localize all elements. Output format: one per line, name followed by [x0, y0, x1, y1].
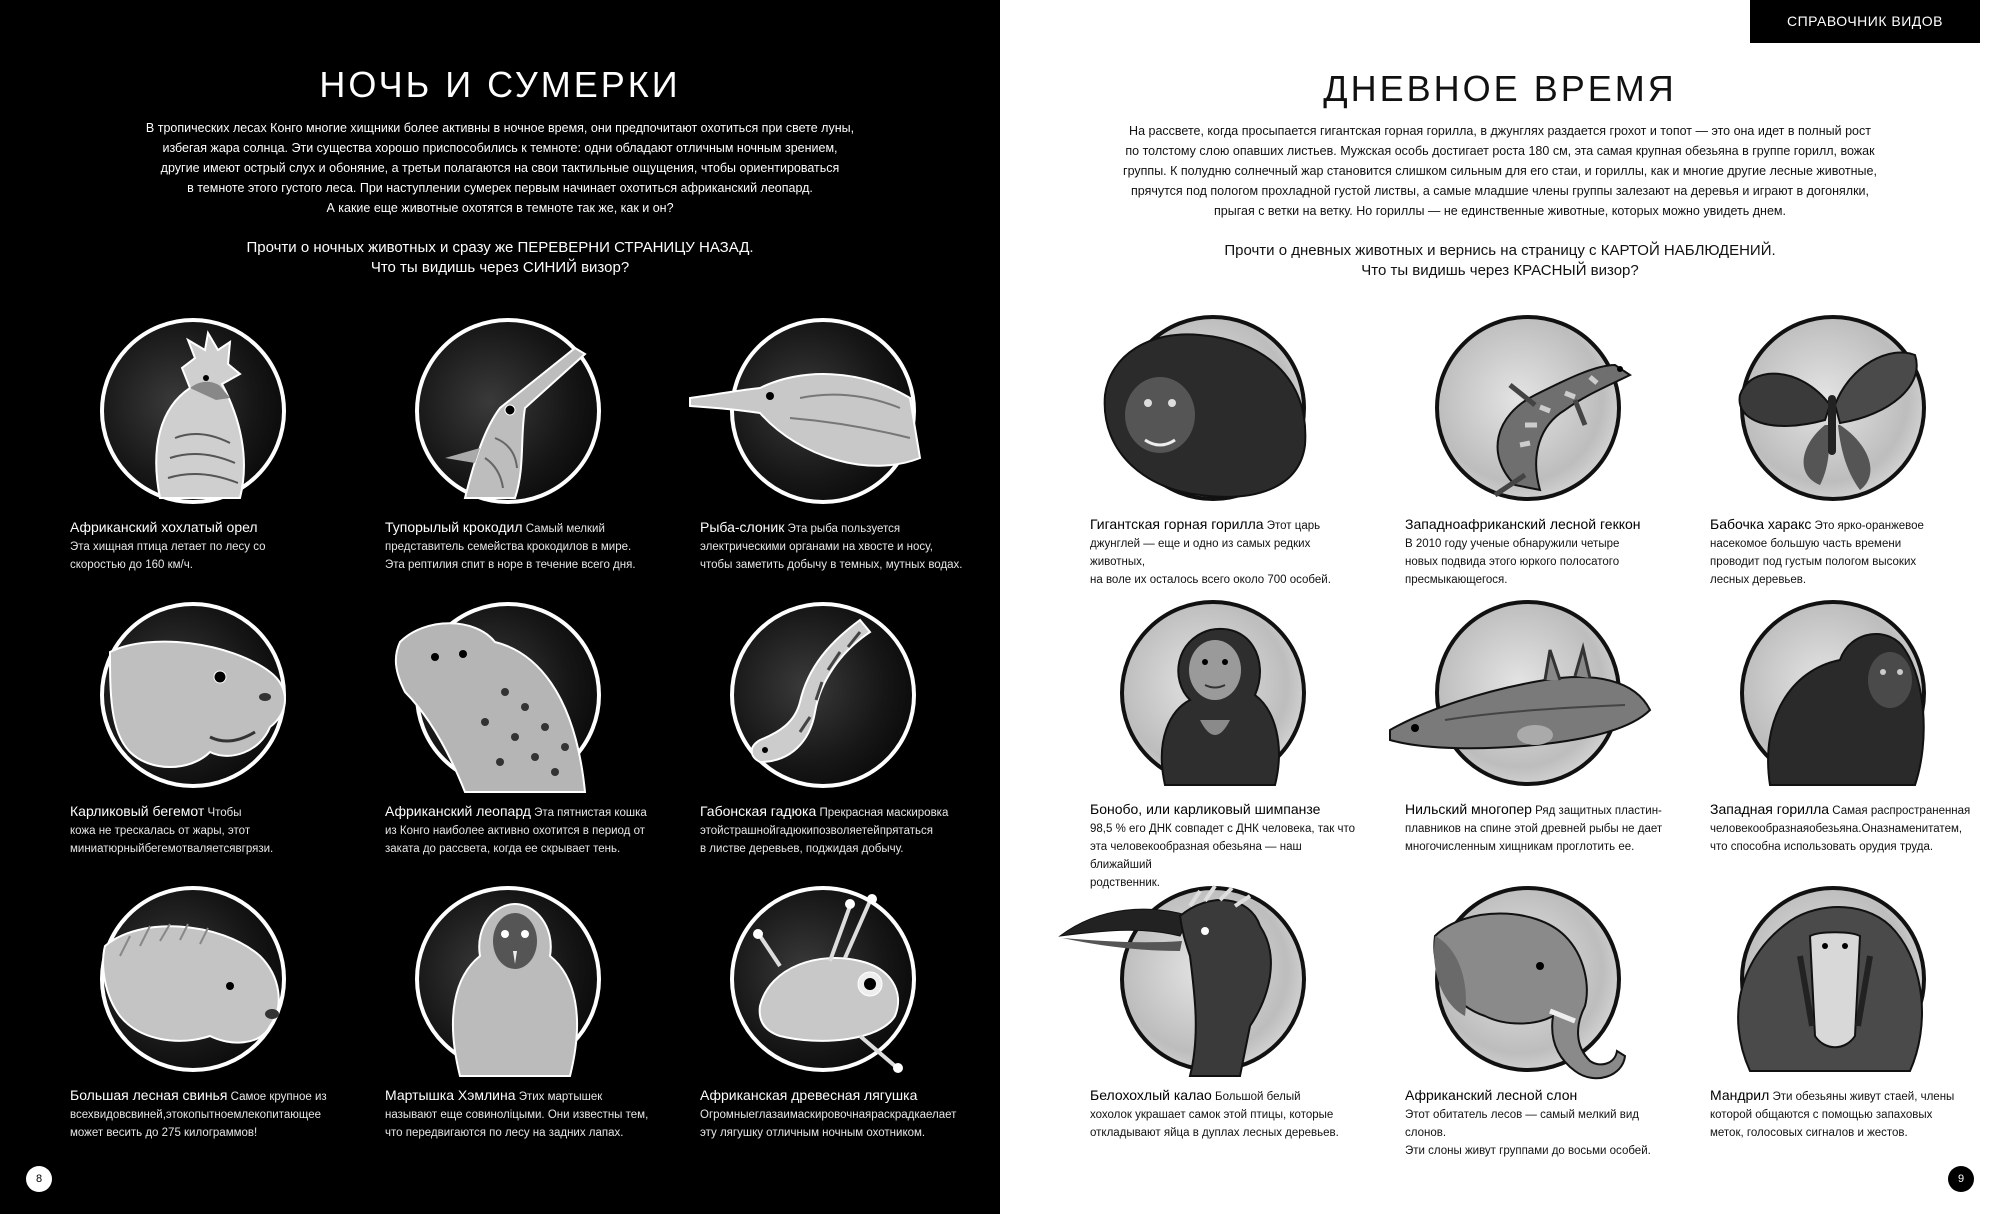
right-page-day — [1000, 0, 2000, 1214]
animal-card-bichir — [1405, 600, 1675, 890]
animal-name: Нильский многопер — [1405, 801, 1532, 817]
bonobo-illustration — [1110, 610, 1320, 790]
intro-line: другие имеют острый слух и обоняние, а третьи полагаются на свои тактильные ощущения, чтобы ориентироваться — [160, 161, 840, 175]
species-guide-tab: СПРАВОЧНИК ВИДОВ — [1750, 0, 1980, 43]
caption — [1090, 800, 1360, 892]
crocodile-illustration — [405, 328, 615, 508]
caption-text: В 2010 году ученые обнаружили четыре — [1405, 538, 1620, 550]
caption-text: плавников на спине этой древней рыбы не дает — [1405, 823, 1663, 835]
caption-text: Самый мелкий — [522, 523, 605, 535]
caption — [385, 1086, 655, 1142]
caption-text: насекомое большую часть времени — [1710, 538, 1902, 550]
animal-name: Габонская гадюка — [700, 803, 817, 819]
caption-text: кожа не трескалась от жары, этот — [70, 825, 251, 837]
page-title-night: НОЧЬ И СУМЕРКИ — [319, 64, 681, 105]
forest-hog-illustration — [90, 896, 300, 1076]
caption — [1710, 800, 1980, 856]
caption — [700, 1086, 970, 1142]
caption-text: называют еще совиноліцыми. Они известны тем, — [385, 1109, 649, 1121]
animal-card-bonobo — [1090, 600, 1360, 890]
caption-text: человекообразнаяобезьяна.Оназнаменитатем, — [1710, 823, 1963, 835]
hornbill-illustration — [1110, 896, 1320, 1076]
caption-text: Этот обитатель лесов — самый мелкий вид слонов. — [1405, 1109, 1640, 1139]
prompt-line: Что ты видишь через КРАСНЫЙ визор? — [1361, 262, 1639, 279]
caption-text: 98,5 % его ДНК совпадет с ДНК человека, так что — [1090, 823, 1356, 835]
caption — [1090, 515, 1360, 589]
animal-name: Большая лесная свинья — [70, 1087, 228, 1103]
caption-text: Эта пятнистая кошка — [530, 807, 647, 819]
animal-name: Западноафриканский лесной геккон — [1405, 516, 1641, 532]
animal-card-eagle — [70, 318, 340, 608]
animal-card-gecko — [1405, 315, 1675, 605]
intro-line: прячутся под пологом прохладной густой листвы, а самые младшие члены группы залезают на деревья и играют в догонялки, — [1130, 184, 1870, 198]
animal-card-mountain-gorilla — [1090, 315, 1360, 605]
caption-text: которой общаются с помощью запаховых — [1710, 1109, 1933, 1121]
caption-text: этойстрашнойгадюкипозволяетейпрятаться — [700, 825, 933, 837]
leopard-illustration — [405, 612, 615, 792]
animal-card-hornbill — [1090, 886, 1360, 1176]
caption-text: заката до рассвета, когда ее скрывает тень. — [385, 843, 621, 855]
animal-card-forest-hog — [70, 886, 340, 1176]
elephant-illustration — [1425, 896, 1635, 1076]
caption-text: Это ярко-оранжевое — [1811, 520, 1924, 532]
intro-line: В тропических лесах Конго многие хищники более активны в ночное время, они предпочитают охотиться при свете луны, — [145, 121, 855, 135]
caption-text: Эта рептилия спит в норе в течение всего дня. — [385, 559, 636, 571]
caption-text: всехвидовсвиней,этокопытноемлекопитающее — [70, 1109, 322, 1121]
animal-card-tree-frog — [700, 886, 970, 1176]
animal-name: Африканский лесной слон — [1405, 1087, 1578, 1103]
caption — [385, 802, 655, 858]
caption-text: в листве деревьев, поджидая добычу. — [700, 843, 904, 855]
caption-text: на воле их осталось всего около 700 особей. — [1090, 574, 1331, 586]
monkey-illustration — [405, 896, 615, 1076]
animal-card-charaxes-butterfly — [1710, 315, 1980, 605]
intro-line: А какие еще животные охотятся в темноте так же, как и он? — [326, 201, 674, 215]
intro-line: в темноте этого густого леса. При наступлении сумерек первым начинает охотиться африканский леопард. — [187, 181, 813, 195]
mountain-gorilla-illustration — [1110, 325, 1320, 505]
caption — [1710, 1086, 1980, 1142]
caption — [700, 802, 970, 858]
intro-line: группы. К полудню солнечный жар становится слишком сильным для его стаи, и гориллы, как и многие другие лесные животные, — [1123, 164, 1877, 178]
caption-text: Ряд защитных пластин- — [1531, 805, 1662, 817]
caption-text: джунглей — еще и одно из самых редких животных, — [1090, 538, 1311, 568]
caption-text: может весить до 275 килограммов! — [70, 1127, 258, 1139]
hippo-illustration — [90, 612, 300, 792]
gecko-illustration — [1425, 325, 1635, 505]
caption-text: что способна использовать орудия труда. — [1710, 841, 1934, 853]
intro-night — [100, 118, 900, 218]
animal-card-western-gorilla — [1710, 600, 1980, 890]
animal-name: Карликовый бегемот — [70, 803, 205, 819]
caption-text: новых подвида этого юркого полосатого — [1405, 556, 1620, 568]
animal-card-elephantfish — [700, 318, 970, 608]
animal-name: Рыба-слоник — [700, 519, 785, 535]
caption-text: эта человекообразная обезьяна — наш ближайший — [1090, 841, 1302, 871]
tree-frog-illustration — [720, 896, 930, 1076]
caption-text: Эта хищная птица летает по лесу со — [70, 541, 266, 553]
caption-text: лесных деревьев. — [1710, 574, 1807, 586]
prompt-line: Прочти о дневных животных и вернись на страницу с КАРТОЙ НАБЛЮДЕНИЙ. — [1224, 242, 1776, 259]
caption-text: откладывают яйца в дуплах лесных деревьев. — [1090, 1127, 1339, 1139]
intro-line: На рассвете, когда просыпается гигантская горная горилла, в джунглях раздается грохот и топот — это она идет в полный рост — [1129, 124, 1871, 138]
caption-text: чтобы заметить добычу в темных, мутных водах. — [700, 559, 963, 571]
page-number: 8 — [26, 1166, 52, 1192]
animal-name: Бабочка харакс — [1710, 516, 1812, 532]
prompt-day — [1000, 241, 2000, 281]
butterfly-illustration — [1730, 325, 1940, 505]
caption — [700, 518, 970, 574]
caption-text: Самое крупное из — [227, 1091, 327, 1103]
animal-card-crocodile — [385, 318, 655, 608]
animal-name: Мандрил — [1710, 1087, 1770, 1103]
eagle-illustration — [90, 328, 300, 508]
caption — [70, 518, 340, 574]
caption-text: Самая распространенная — [1829, 805, 1971, 817]
prompt-night — [0, 238, 1000, 278]
animal-name: Белохохлый калао — [1090, 1087, 1212, 1103]
animal-name: Африканский леопард — [385, 803, 531, 819]
animal-name: Тупорылый крокодил — [385, 519, 523, 535]
animal-card-hippo — [70, 602, 340, 892]
caption — [1710, 515, 1980, 589]
mandrill-illustration — [1730, 896, 1940, 1076]
page-title-day: ДНЕВНОЕ ВРЕМЯ — [1323, 68, 1677, 109]
caption-text: Этих мартышек — [515, 1091, 603, 1103]
caption-text: меток, голосовых сигналов и жестов. — [1710, 1127, 1908, 1139]
caption — [1090, 1086, 1360, 1142]
animal-name: Бонобо, или карликовый шимпанзе — [1090, 801, 1321, 817]
caption-text: Этот царь — [1263, 520, 1321, 532]
caption — [1405, 1086, 1675, 1160]
prompt-line: Что ты видишь через СИНИЙ визор? — [370, 259, 630, 276]
animal-name: Мартышка Хэмлина — [385, 1087, 516, 1103]
caption-text: родственник. — [1090, 877, 1160, 889]
caption-text: представитель семейства крокодилов в мире. — [385, 541, 632, 553]
intro-day — [1090, 121, 1910, 221]
caption — [1405, 515, 1675, 589]
animal-name: Африканский хохлатый орел — [70, 519, 258, 535]
animal-card-forest-elephant — [1405, 886, 1675, 1176]
animal-card-viper — [700, 602, 970, 892]
caption — [70, 802, 340, 858]
viper-illustration — [720, 612, 930, 792]
caption-text: из Конго наиболее активно охотится в период от — [385, 825, 646, 837]
western-gorilla-illustration — [1730, 610, 1940, 790]
caption — [385, 518, 655, 574]
animal-card-mandrill — [1710, 886, 1980, 1176]
prompt-line: Прочти о ночных животных и сразу же ПЕРЕВЕРНИ СТРАНИЦУ НАЗАД. — [246, 239, 754, 256]
caption-text: Чтобы — [204, 807, 242, 819]
caption-text: Огромныеглазаимаскировочнаяраскрадкаелает — [700, 1109, 957, 1121]
caption-text: Эти обезьяны живут стаей, члены — [1769, 1091, 1955, 1103]
caption-text: что передвигаются по лесу на задних лапах. — [385, 1127, 624, 1139]
elephantfish-illustration — [720, 328, 930, 508]
caption-text: многочисленным хищникам проглотить ее. — [1405, 841, 1635, 853]
caption — [1405, 800, 1675, 856]
intro-line: прыгая с ветки на ветку. Но гориллы — не единственные животные, которых можно увидеть днем. — [1214, 204, 1786, 218]
animal-name: Гигантская горная горилла — [1090, 516, 1264, 532]
caption-text: Прекрасная маскировка — [816, 807, 949, 819]
caption-text: электрическими органами на хвосте и носу, — [700, 541, 933, 553]
animal-card-owl-faced-monkey — [385, 886, 655, 1176]
caption-text: хохолок украшает самок этой птицы, которые — [1090, 1109, 1334, 1121]
intro-line: по толстому слою опавших листьев. Мужская особь достигает роста 180 см, эта самая крупная обезьяна в группе горилл, вожак — [1125, 144, 1875, 158]
caption-text: Эти слоны живут группами до восьми особей. — [1405, 1145, 1651, 1157]
animal-card-leopard — [385, 602, 655, 892]
caption-text: Большой белый — [1211, 1091, 1301, 1103]
animal-name: Африканская древесная лягушка — [700, 1087, 918, 1103]
bichir-illustration — [1425, 610, 1635, 790]
caption — [70, 1086, 340, 1142]
animal-name: Западная горилла — [1710, 801, 1830, 817]
caption-text: Эта рыба пользуется — [784, 523, 901, 535]
intro-line: избегая жара солнца. Эти существа хорошо приспособились к темноте: одни обладают отличным ночным зрением, — [162, 141, 838, 155]
page-number: 9 — [1948, 1166, 1974, 1192]
caption-text: эту лягушку отличным ночным охотником. — [700, 1127, 926, 1139]
caption-text: миниатюрныйбегемотваляетсявгрязи. — [70, 843, 274, 855]
caption-text: проводит под густым пологом высоких — [1710, 556, 1917, 568]
caption-text: скоростью до 160 км/ч. — [70, 559, 193, 571]
caption-text: пресмыкающегося. — [1405, 574, 1508, 586]
